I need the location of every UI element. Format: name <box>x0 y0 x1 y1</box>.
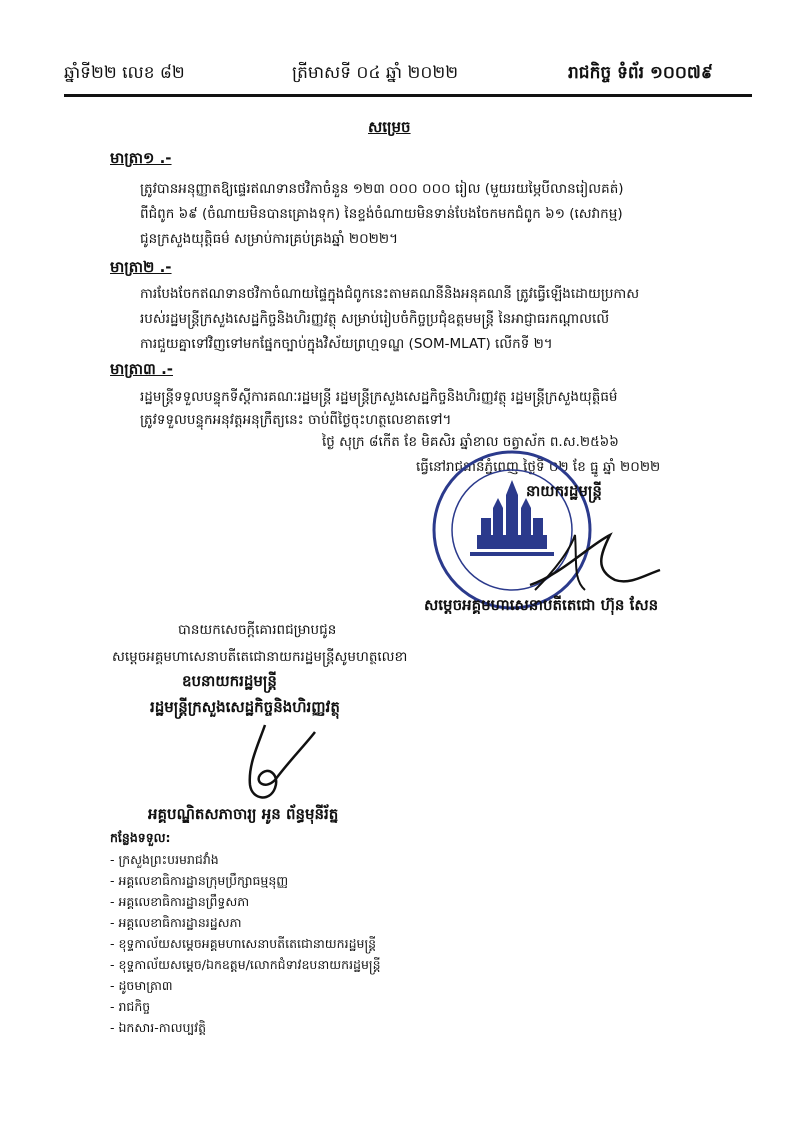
recipient-item: - ដូចមាត្រា៣ <box>110 978 173 993</box>
article-1-line-1: ត្រូវបានអនុញ្ញាតឱ្យផ្ទេរឥណទានថវិកាចំនួន ១២៣ ០០០ ០០០ រៀល (មួយរយម្ភៃបីលានរៀលគត់) <box>140 181 624 197</box>
article-2-line-3: ការជួយគ្នាទៅវិញទៅមកផ្នែកច្បាប់ក្នុងវិស័យព្រហ្មទណ្ឌ (SOM-MLAT) លើកទី ២។ <box>140 336 553 352</box>
signatory-2-role-1: ឧបនាយករដ្ឋមន្ត្រី <box>182 672 277 690</box>
article-1-line-3: ជូនក្រសួងយុត្តិធម៌ សម្រាប់ការគ្រប់គ្រងឆ្នាំ ២០២២។ <box>140 231 399 247</box>
forward-line-2: សម្តេចអគ្គមហាសេនាបតីតេជោនាយករដ្ឋមន្ត្រីសូមហត្ថលេខា <box>112 649 408 665</box>
header-page: រាជកិច្ច ទំព័រ ១០០៧៩ <box>568 63 713 83</box>
recipients-heading: កន្លែងទទួល: <box>110 830 171 845</box>
header-rule <box>64 94 752 97</box>
recipient-item: - អគ្គលេខាធិការដ្ឋានរដ្ឋសភា <box>110 915 242 930</box>
header-date: ត្រីមាសទី ០៤ ឆ្នាំ ២០២២ <box>292 63 459 83</box>
article-2-line-2: របស់រដ្ឋមន្ត្រីក្រសួងសេដ្ឋកិច្ចនិងហិរញ្ញវត្ថុ សម្រាប់រៀបចំកិច្ចប្រជុំឧត្តមមន្ត្រី នៃអាជ្ញាធរកណ្តាលលើ <box>140 311 610 327</box>
header-issue: ឆ្នាំទី២២ លេខ ៨២ <box>64 63 185 83</box>
signature-2 <box>220 720 330 805</box>
article-1-heading: មាត្រា១ .- <box>110 149 172 167</box>
article-3-line-1: រដ្ឋមន្ត្រីទទួលបន្ទុកទីស្តីការគណៈរដ្ឋមន្ត្រី រដ្ឋមន្ត្រីក្រសួងសេដ្ឋកិច្ចនិងហិរញ្ញវត្ថុ រដ្ឋមន្ត្រីក្រសួងយុត្តិធម៌ <box>140 389 618 405</box>
document-title: សម្រេច <box>368 118 411 136</box>
lunar-date: ថ្ងៃ សុក្រ ៨កើត ខែ មិគសិរ ឆ្នាំខាល ចត្វាស័ក ព.ស.២៥៦៦ <box>322 434 619 450</box>
signature-1 <box>520 525 670 595</box>
forward-line-1: បានយកសេចក្តីគោរពជម្រាបជូន <box>178 622 337 638</box>
recipient-item: - រាជកិច្ច <box>110 999 151 1014</box>
signatory-1-role: នាយករដ្ឋមន្ត្រី <box>526 482 602 500</box>
recipient-item: - ឯកសារ-កាលប្បវត្តិ <box>110 1020 207 1035</box>
recipient-item: - អគ្គលេខាធិការដ្ឋានព្រឹទ្ធសភា <box>110 894 250 909</box>
recipient-item: - ក្រសួងព្រះបរមរាជវាំង <box>110 852 219 867</box>
article-3-heading: មាត្រា៣ .- <box>110 360 173 378</box>
signatory-2-role-2: រដ្ឋមន្ត្រីក្រសួងសេដ្ឋកិច្ចនិងហិរញ្ញវត្ថុ <box>150 698 340 716</box>
place-date: ធ្វើនៅរាជធានីភ្នំពេញ ថ្ងៃទី ០២ ខែ ធ្នូ ឆ្នាំ ២០២២ <box>416 459 661 475</box>
recipient-item: - ខុទ្ទកាល័យសម្តេចអគ្គមហាសេនាបតីតេជោនាយករដ្ឋមន្ត្រី <box>110 936 377 951</box>
article-2-heading: មាត្រា២ .- <box>110 258 172 276</box>
recipient-item: - ខុទ្ទកាល័យសម្តេច/ឯកឧត្តម/លោកជំទាវឧបនាយករដ្ឋមន្ត្រី <box>110 957 381 972</box>
article-3-line-2: ត្រូវទទួលបន្ទុកអនុវត្តអនុក្រឹត្យនេះ ចាប់ពីថ្ងៃចុះហត្ថលេខាតទៅ។ <box>140 412 452 428</box>
recipient-item: - អគ្គលេខាធិការដ្ឋានក្រុមប្រឹក្សាធម្មនុញ្ញ <box>110 873 289 888</box>
article-1-line-2: ពីជំពូក ៦៩ (ចំណាយមិនបានគ្រោងទុក) នៃខ្ទង់ចំណាយមិនទាន់បែងចែកមកជំពូក ៦១ (សេវាកម្ម) <box>140 206 623 222</box>
article-2-line-1: ការបែងចែកឥណទានថវិកាចំណាយផ្ទៃក្នុងជំពូកនេះតាមគណនីនិងអនុគណនី ត្រូវធ្វើឡើងដោយប្រកាស <box>140 286 640 302</box>
signatory-2-name: អគ្គបណ្ឌិតសភាចារ្យ អូន ព័ន្ធមុនីរ័ត្ន <box>148 805 339 823</box>
signatory-1-name: សម្តេចអគ្គមហាសេនាបតីតេជោ ហ៊ុន សែន <box>424 596 659 614</box>
